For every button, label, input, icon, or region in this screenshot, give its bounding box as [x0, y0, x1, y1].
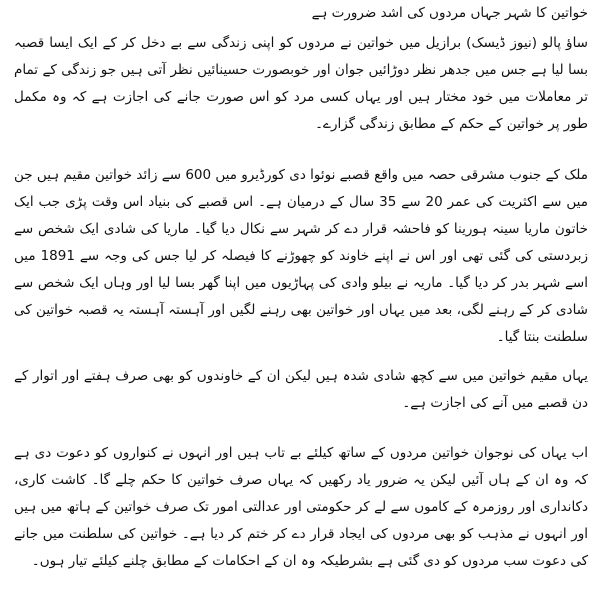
paragraph-history: ملک کے جنوب مشرقی حصہ میں واقع قصبے نوئوا دی کورڈیرو میں 600 سے زائد خواتین مقیم ہیں جن میں سے اکثریت کی عمر 20 سے 35 سال کے درمیان ہے۔ اس قصبے کی بنیاد اس وقت پڑی جب ایک خاتون ماریا سینہ ہورینا کو فاحشہ قرار دے کر شہر سے نکال دیا گیا۔ ماریا کی شادی ایک شخص سے زبردستی کی گئی تھی اور اس نے اپنے خاوند کو چھوڑنے کا فیصلہ کر لیا جس کی وجہ سے 1891 میں اسے شہر بدر کر دیا گیا۔ ماریہ نے بیلو وادی کی پہاڑیوں میں اپنا گھر بسا لیا اور وہاں ایک شخص سے شادی کر کے رہنے لگی، بعد میں یہاں اور خواتین بھی رہنے لگیں اور آہستہ آہستہ یہ قصبہ خواتین کی سلطنت بنتا گیا۔: [14, 167, 589, 345]
paragraph-intro: ساؤ پالو (نیوز ڈیسک) برازیل میں خواتین نے مردوں کو اپنی زندگی سے بے دخل کر کے ایک ایسا قصبہ بسا لیا ہے جس میں جدھر نظر دوڑائیں جوان اور خوبصورت حسینائیں نظر آتی ہیں جو زندگی کے تمام تر معاملات میں خود مختار ہیں اور یہاں کسی مرد کو اس صورت جانے کی اجازت ہے کہ وہ مکمل طور پر خواتین کے حکم کے مطابق زندگی گزارے۔: [14, 35, 588, 132]
article-body: [14, 0, 588, 600]
paragraph-invitation: اب یہاں کی نوجوان خواتین مردوں کے ساتھ کیلئے بے تاب ہیں اور انہوں نے کنواروں کو دعوت دی ہے کہ وہ ان کے ہاں آئیں لیکن یہ ضرور یاد رکھیں کہ یہاں صرف خواتین کا حکم چلے گا۔ کاشت کاری، دکانداری اور روزمرہ کے کاموں سے لے کر حکومتی اور عدالتی امور تک صرف خواتین کے ہاتھ میں ہیں اور انہوں نے مذہب کو بھی مردوں کی ایجاد قرار دے کر ختم کر دیا ہے۔ خواتین کی سلطنت میں جانے کی دعوت سب مردوں کو دی گئی ہے بشرطیکہ وہ ان کے احکامات کے مطابق چلنے کیلئے تیار ہوں۔: [14, 445, 588, 569]
paragraph-married-residents: یہاں مقیم خواتین میں سے کچھ شادی شدہ ہیں لیکن ان کے خاوندوں کو بھی صرف ہفتے اور اتوار کے دن قصبے میں آنے کی اجازت ہے۔: [14, 368, 588, 411]
article-heading: خواتین کا شہر جہاں مردوں کی اشد ضرورت ہے: [311, 5, 588, 21]
